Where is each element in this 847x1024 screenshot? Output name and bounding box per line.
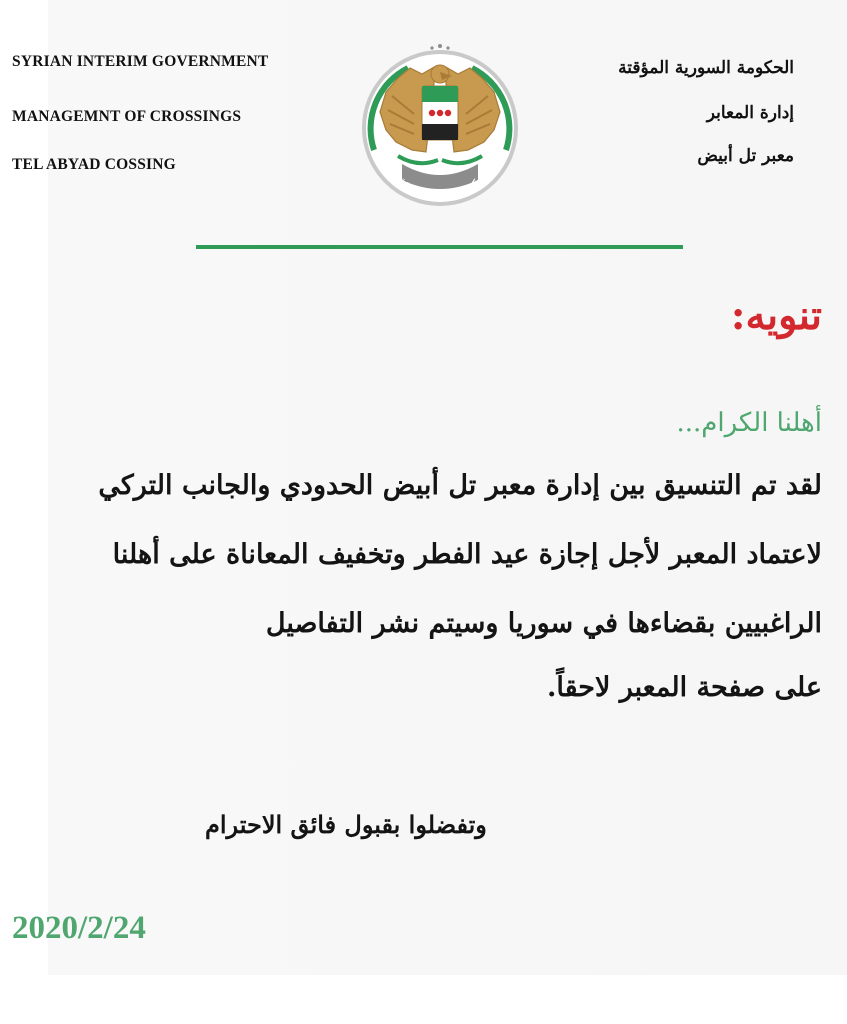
greeting: أهلنا الكرام... <box>676 408 822 438</box>
body-line-1: لقد تم التنسيق بين إدارة معبر تل أبيض الحدودي والجانب التركي <box>98 470 822 501</box>
bottom-margin <box>0 975 847 1024</box>
english-header-management: MANAGEMNT OF CROSSINGS <box>12 108 242 125</box>
english-header-crossing: TEL ABYAD COSSING <box>12 156 176 173</box>
notice-title: تنويه: <box>730 292 822 339</box>
body-line-4: على صفحة المعبر لاحقاً. <box>546 672 822 703</box>
english-header-government: SYRIAN INTERIM GOVERNMENT <box>12 53 269 70</box>
header-divider <box>196 245 683 249</box>
emblem-ribbon-text: الحكومة السورية المؤقتة <box>389 169 491 202</box>
body-line-2: لاعتماد المعبر لأجل إجازة عيد الفطر وتخفيف المعاناة على أهلنا <box>112 539 822 570</box>
body-line-3: الراغبيين بقضاءها في سوريا وسيتم نشر التفاصيل <box>265 608 822 639</box>
arabic-header-government: الحكومة السورية المؤقتة <box>618 58 794 78</box>
arabic-header-management: إدارة المعابر <box>706 103 794 123</box>
closing-salutation: وتفضلوا بقبول فائق الاحترام <box>205 810 487 839</box>
document-date: 2020/2/24 <box>12 910 146 946</box>
arabic-header-crossing: معبر تل أبيض <box>697 146 794 166</box>
government-emblem-icon <box>352 40 528 208</box>
